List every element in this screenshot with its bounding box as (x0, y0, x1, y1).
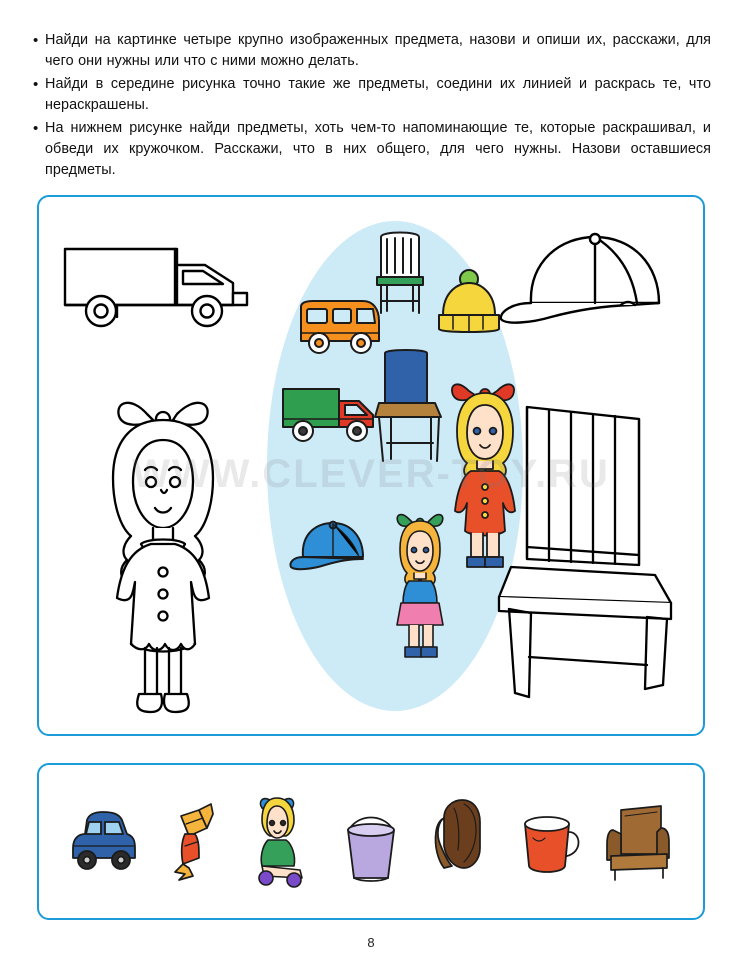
doll-small (387, 507, 457, 667)
page-number: 8 (367, 935, 375, 950)
truck-outline (57, 231, 257, 341)
instruction-text: Найди на картинке четыре крупно изображенных предмета, назови и опиши их, расскажи, для чего они нужны или что с ними можно делать. (45, 32, 711, 69)
sitting-doll (244, 794, 318, 890)
instruction-item (33, 118, 711, 181)
instruction-item (33, 30, 711, 72)
instruction-item (33, 74, 711, 116)
doll-outline (87, 382, 257, 722)
bucket (334, 794, 408, 890)
fur-hat (424, 794, 498, 890)
armchair (603, 794, 677, 890)
toy-car (65, 794, 139, 890)
bullet-icon: • (33, 32, 39, 49)
cup (513, 794, 587, 890)
candy (155, 794, 229, 890)
instruction-text: На нижнем рисунке найди предметы, хоть чем-то напоминающие те, которые раскрашивал, и обведи их кружочком. Расскажи, что в них общего, для чего нужны. Назови оставшиеся предметы. (45, 120, 711, 178)
truck-green (277, 379, 387, 451)
instructions-block (33, 30, 711, 183)
cap-outline (491, 227, 691, 337)
main-picture-panel (37, 195, 705, 736)
hat-yellow (429, 269, 503, 337)
bullet-icon: • (33, 76, 39, 93)
bottom-picture-panel (37, 763, 705, 920)
cap-blue (285, 517, 377, 577)
bullet-icon: • (33, 120, 39, 137)
instruction-text: Найди в середине рисунка точно такие же предметы, соедини их линией и раскрась те, что нераскрашены. (45, 76, 711, 113)
